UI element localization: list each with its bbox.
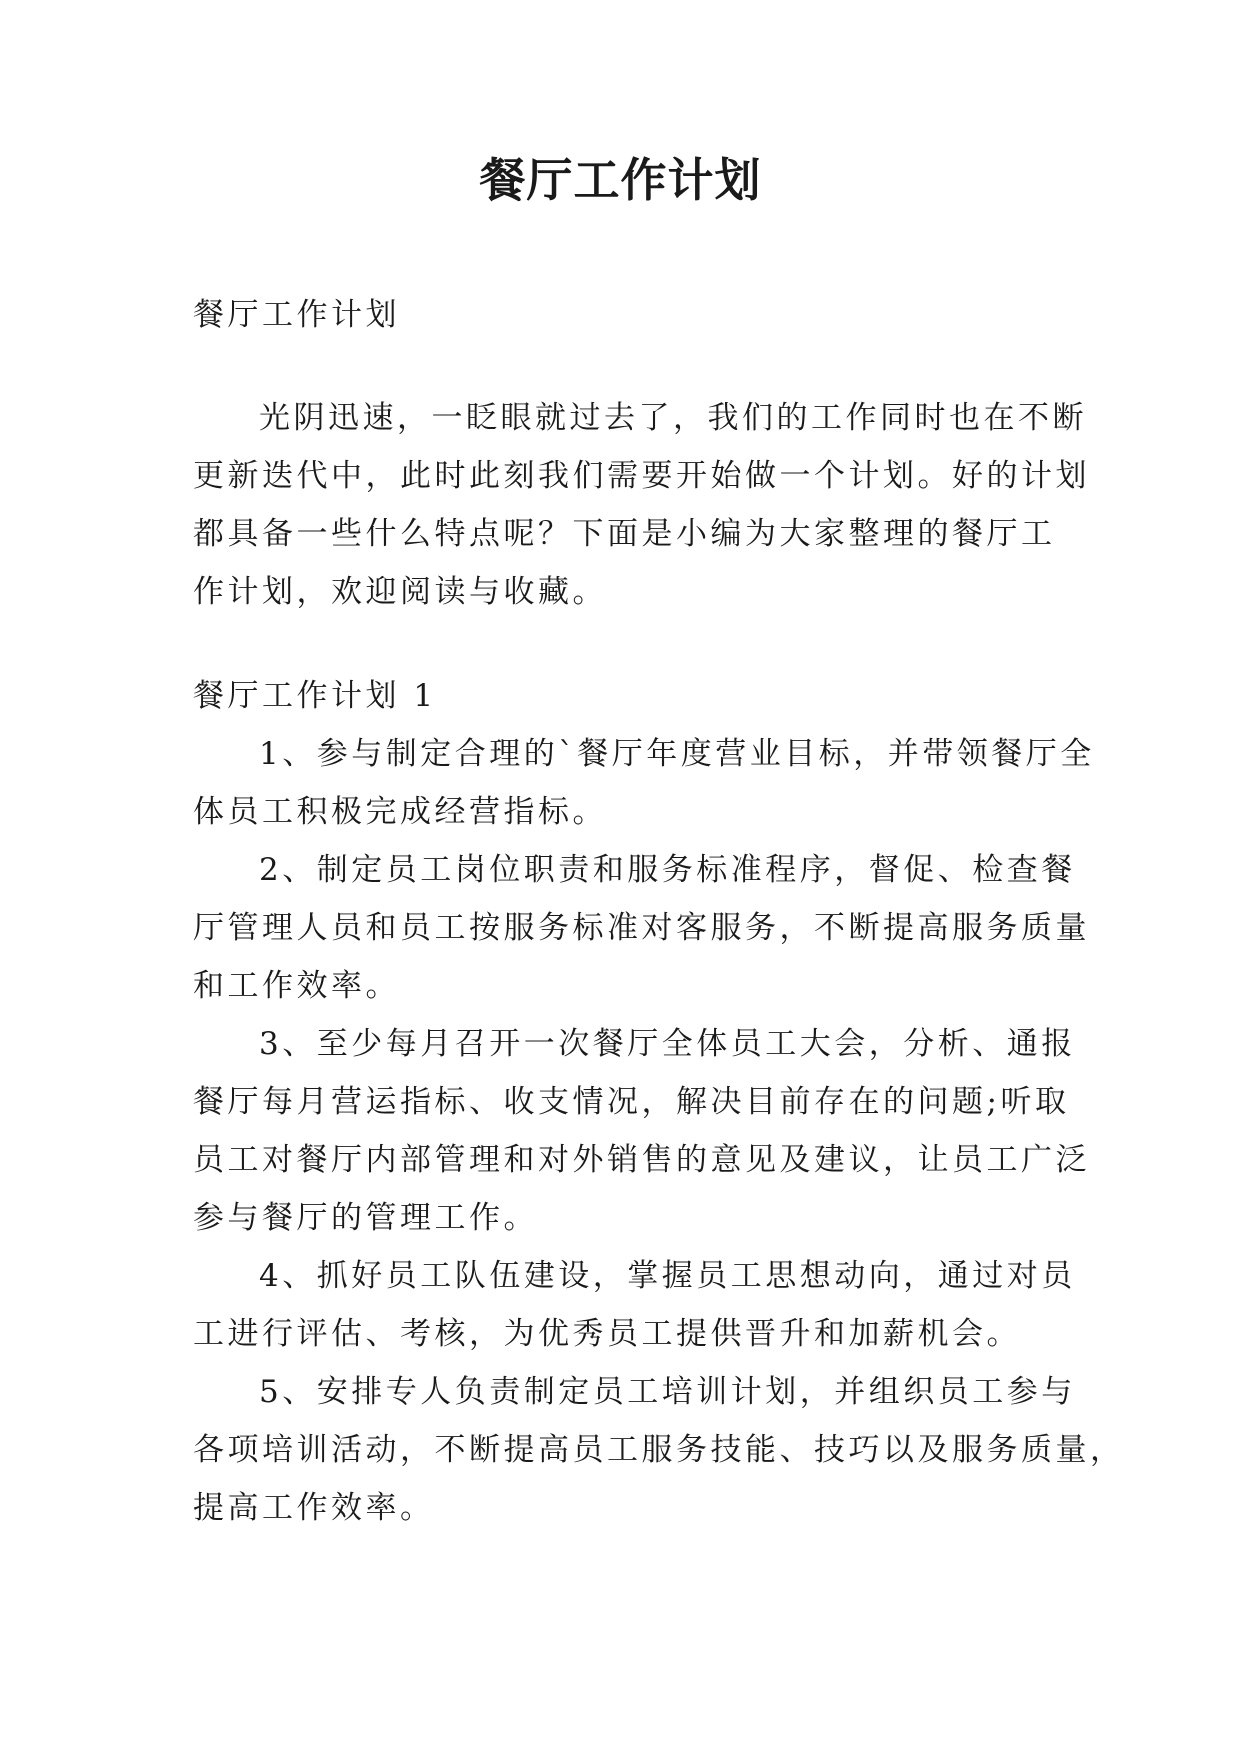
text-line: 都具备一些什么特点呢？下面是小编为大家整理的餐厅工 [193, 516, 1056, 552]
text-line: 4、抓好员工队伍建设，掌握员工思想动向，通过对员 [259, 1258, 1076, 1294]
page-title: 餐厅工作计划 [479, 153, 762, 207]
text-line: 5、安排专人负责制定员工培训计划，并组织员工参与 [259, 1374, 1076, 1410]
spacer [193, 344, 1058, 389]
text-line: 光阴迅速，一眨眼就过去了，我们的工作同时也在不断 [259, 400, 1087, 436]
text-line: 餐厅每月营运指标、收支情况，解决目前存在的问题;听取 [193, 1084, 1070, 1120]
document-subtitle: 餐厅工作计划 [193, 297, 400, 333]
list-item [193, 725, 1095, 841]
text-line: 更新迭代中，此时此刻我们需要开始做一个计划。好的计划 [193, 458, 1090, 494]
document-body [193, 286, 1125, 1537]
list-item [193, 1363, 1125, 1537]
text-line: 1、参与制定合理的`餐厅年度营业目标，并带领餐厅全 [259, 736, 1095, 772]
text-line: 3、至少每月召开一次餐厅全体员工大会，分析、通报 [259, 1026, 1076, 1062]
list-item [193, 1247, 1076, 1363]
text-line: 员工对餐厅内部管理和对外销售的意见及建议，让员工广泛 [193, 1142, 1090, 1178]
intro-paragraph [193, 389, 1090, 621]
text-line: 各项培训活动，不断提高员工服务技能、技巧以及服务质量， [193, 1432, 1125, 1468]
text-line: 作计划，欢迎阅读与收藏。 [193, 574, 607, 610]
text-line: 工进行评估、考核，为优秀员工提供晋升和加薪机会。 [193, 1316, 1021, 1352]
list-item [193, 841, 1090, 1015]
list-item [193, 1015, 1090, 1247]
text-line: 参与餐厅的管理工作。 [193, 1200, 538, 1236]
text-line: 厅管理人员和员工按服务标准对客服务，不断提高服务质量 [193, 910, 1090, 946]
text-line: 提高工作效率。 [193, 1490, 435, 1526]
text-line: 和工作效率。 [193, 968, 400, 1004]
section-heading: 餐厅工作计划 1 [193, 678, 437, 714]
text-line: 体员工积极完成经营指标。 [193, 794, 607, 830]
text-line: 2、制定员工岗位职责和服务标准程序，督促、检查餐 [259, 852, 1076, 888]
spacer [193, 621, 1058, 667]
